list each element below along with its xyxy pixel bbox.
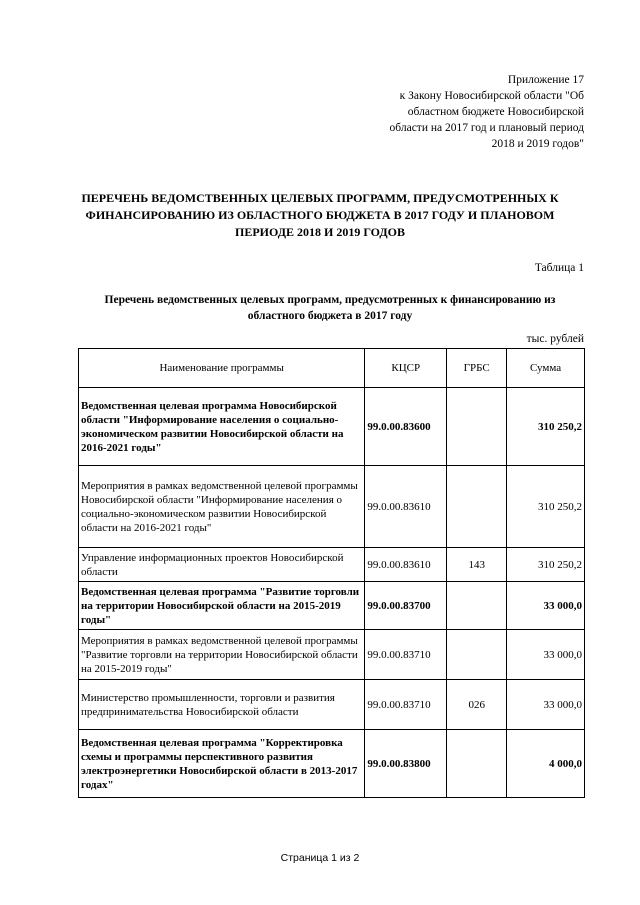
table-row [79, 582, 585, 630]
cell-sum: 33 000,0 [507, 630, 585, 680]
table-header-row [79, 349, 585, 388]
cell-name: Ведомственная целевая программа "Корректировка схемы и программы перспективного развития электроэнергетики Новосибирской области в 2013-2017 годах" [79, 730, 365, 798]
cell-grbs [447, 630, 507, 680]
cell-kcsr: 99.0.00.83700 [365, 582, 447, 630]
table-subtitle [80, 292, 580, 324]
cell-sum: 33 000,0 [507, 582, 585, 630]
title-line: ПЕРИОДЕ 2018 И 2019 ГОДОВ [235, 225, 405, 239]
cell-sum: 310 250,2 [507, 466, 585, 548]
subtitle-line: областного бюджета в 2017 году [247, 310, 413, 322]
header-grbs: ГРБС [447, 349, 507, 388]
cell-sum: 310 250,2 [507, 388, 585, 466]
document-title [60, 190, 580, 241]
cell-kcsr: 99.0.00.83610 [365, 548, 447, 582]
cell-kcsr: 99.0.00.83710 [365, 680, 447, 730]
cell-kcsr: 99.0.00.83800 [365, 730, 447, 798]
cell-name: Министерство промышленности, торговли и развития предпринимательства Новосибирской области [79, 680, 365, 730]
cell-sum: 4 000,0 [507, 730, 585, 798]
table-row [79, 630, 585, 680]
cell-grbs: 143 [447, 548, 507, 582]
header-kcsr: КЦСР [365, 349, 447, 388]
appendix-line: Приложение 17 [507, 74, 584, 86]
subtitle-line: Перечень ведомственных целевых программ, предусмотренных к финансированию из [104, 294, 556, 306]
cell-grbs [447, 388, 507, 466]
cell-grbs [447, 582, 507, 630]
title-line: ПЕРЕЧЕНЬ ВЕДОМСТВЕННЫХ ЦЕЛЕВЫХ ПРОГРАММ, ПРЕДУСМОТРЕННЫХ К [81, 191, 559, 205]
cell-kcsr: 99.0.00.83610 [365, 466, 447, 548]
cell-kcsr: 99.0.00.83600 [365, 388, 447, 466]
cell-name: Ведомственная целевая программа Новосибирской области "Информирование населения о социально-экономическом развитии Новосибирской области на 2016-2021 годы" [79, 388, 365, 466]
table-label: Таблица 1 [534, 262, 584, 274]
appendix-reference [324, 72, 584, 152]
table-row [79, 730, 585, 798]
header-name: Наименование программы [79, 349, 365, 388]
page-footer: Страница 1 из 2 [280, 852, 360, 864]
table-row [79, 388, 585, 466]
cell-grbs [447, 466, 507, 548]
title-line: ФИНАНСИРОВАНИЮ ИЗ ОБЛАСТНОГО БЮДЖЕТА В 2017 ГОДУ И ПЛАНОВОМ [85, 208, 555, 222]
appendix-line: 2018 и 2019 годов" [491, 138, 584, 150]
cell-name: Управление информационных проектов Новосибирской области [79, 548, 365, 582]
cell-name: Мероприятия в рамках ведомственной целевой программы "Развитие торговли на территории Новосибирской области на 2015-2019 годы" [79, 630, 365, 680]
table-row [79, 548, 585, 582]
cell-name: Ведомственная целевая программа "Развитие торговли на территории Новосибирской области на 2015-2019 годы" [79, 582, 365, 630]
cell-grbs [447, 730, 507, 798]
cell-grbs: 026 [447, 680, 507, 730]
cell-kcsr: 99.0.00.83710 [365, 630, 447, 680]
units-label: тыс. рублей [526, 333, 584, 345]
header-sum: Сумма [507, 349, 585, 388]
cell-sum: 33 000,0 [507, 680, 585, 730]
appendix-line: к Закону Новосибирской области "Об [399, 90, 584, 102]
table-row [79, 680, 585, 730]
appendix-line: области на 2017 год и плановый период [389, 122, 584, 134]
cell-sum: 310 250,2 [507, 548, 585, 582]
table-row [79, 466, 585, 548]
cell-name: Мероприятия в рамках ведомственной целевой программы Новосибирской области "Информирование населения о социально-экономическом развитии Новосибирской области на 2016-2021 годы" [79, 466, 365, 548]
programs-table [78, 348, 585, 798]
appendix-line: областном бюджете Новосибирской [407, 106, 584, 118]
